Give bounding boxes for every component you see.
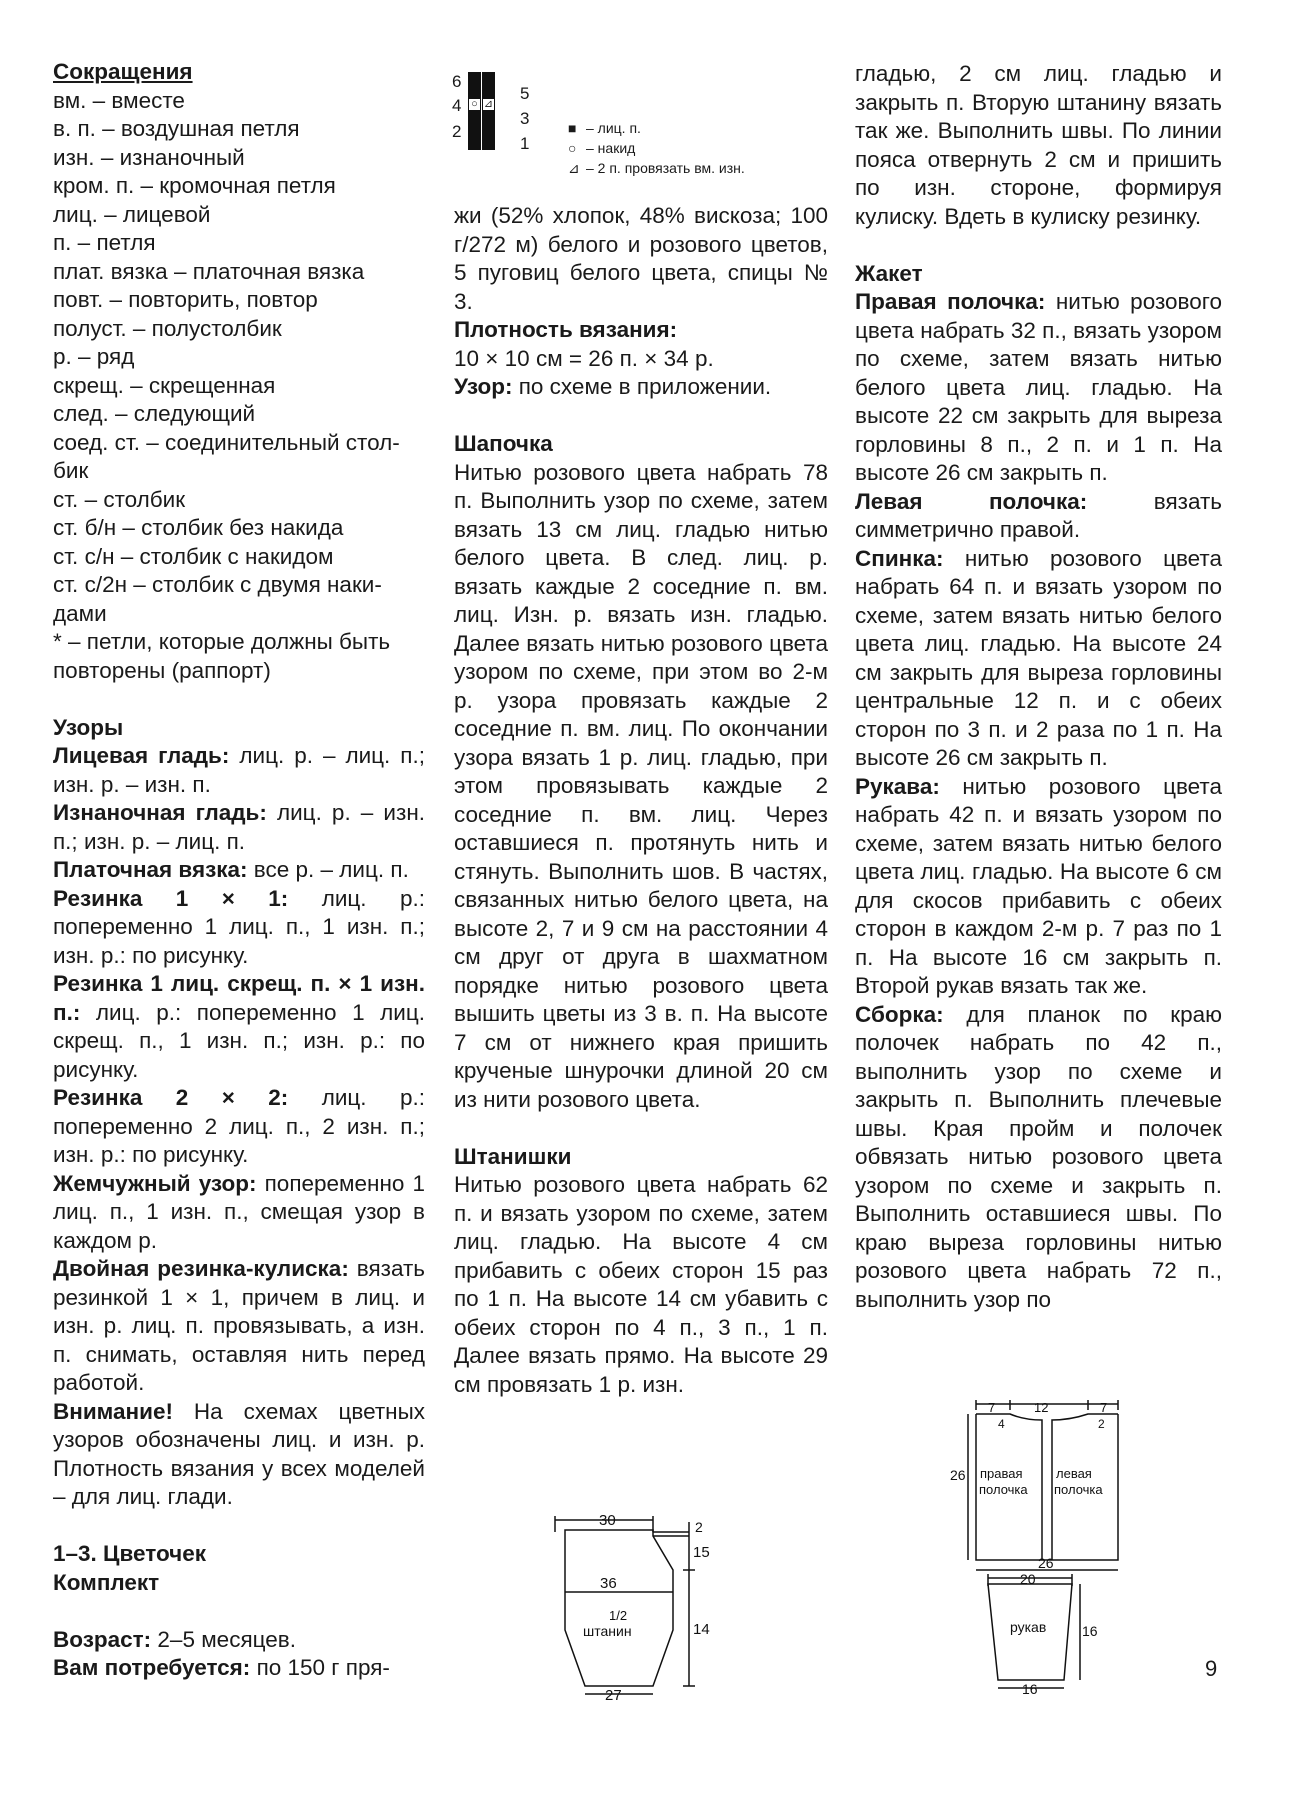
abbreviation-item: р. – ряд [53,344,135,369]
right-front-label-2: полочка [979,1482,1028,1497]
column-right [855,60,1222,1314]
abbreviation-item: соед. ст. – соединительный стол- [53,429,400,455]
left-front-label-2: полочка [1054,1482,1103,1497]
right-front-label: правая [980,1466,1023,1481]
column-left [53,58,425,1683]
pattern-stockinette: Лицевая гладь: лиц. р. – лиц. п.; изн. р. – изн. п. [53,743,425,797]
dim-top-right: 7 [1100,1400,1108,1415]
patterns-title: Узоры [53,714,124,740]
pattern-reverse-stockinette: Изнаночная гладь: лиц. р. – изн. п.; изн. р. – лиц. п. [53,800,425,854]
density-title: Плотность вязания: [454,317,678,342]
pattern-garter: Платочная вязка: все р. – лиц. п. [53,857,409,882]
pattern-rib-1x1: Резинка 1 × 1: лиц. р.: попеременно 1 лиц. п., 1 изн. п.; изн. р.: по рисунку. [53,885,425,968]
density-value: 10 × 10 см = 26 п. × 34 р. [454,345,714,371]
pants-title: Штанишки [454,1143,572,1169]
dim-sleeve-top: 20 [1020,1571,1036,1587]
chart-cell-knit [468,72,481,85]
abbreviation-item: ст. с/2н – столбик с двумя наки- [53,572,382,597]
age-line: Возраст: 2–5 месяцев. [53,1626,296,1652]
abbreviation-item: полуст. – полустолбик [53,315,282,341]
sleeves-text: Рукава: нитью розового цвета набрать 42 п. и вязать узором по схеме, затем вязать нитью белого цвета лиц. гладью. На высоте 6 см для скосов прибавить с обеих сторон в каждом 2-м р. 7 раз по 1 п. На высоте 16 см закрыть п. Второй рукав вязать так же. [855,773,1222,998]
materials-line: Вам потребуется: по 150 г пря- [53,1655,390,1680]
jacket-title: Жакет [855,260,923,286]
dim-sleeve-bottom: 16 [1022,1681,1038,1697]
model-subtitle: Комплект [53,1569,160,1595]
chart-row-label: 6 [452,72,462,91]
chart-legend [568,118,745,178]
abbreviation-item: вм. – вместе [53,87,185,113]
back-text: Спинка: нитью розового цвета набрать 64 п. и вязать узором по схеме, затем вязать нитью белого цвета лиц. гладью. На высоте 24 см закрыть для выреза горловины центральные 12 п. и с обеих сторон по 3 п. и 2 раза по 1 п. На высоте 26 см закрыть п. [855,545,1222,770]
dim-top-middle: 12 [1034,1400,1049,1415]
chart-row-label: 5 [520,84,530,103]
dim-top-left: 7 [988,1400,996,1415]
abbreviation-item: кром. п. – кромочная петля [53,173,336,198]
abbreviations-title: Сокращения [53,59,193,84]
abbreviation-item: след. – следующий [53,401,256,426]
dim-h2: 14 [693,1621,710,1638]
right-front-text: Правая полочка: нитью розового цвета набрать 32 п., вязать узором по схеме, затем вязать нитью белого цвета лиц. гладью. На высоте 22 см закрыть для выреза горловины 8 п., 2 п. и 1 п. На высоте 26 см закрыть п. [855,289,1222,485]
pants-schematic [555,1510,715,1704]
dim-half: 1/2 [609,1608,628,1623]
dim-sleeve-height: 16 [1082,1623,1098,1639]
abbreviation-item: плат. вязка – платочная вязка [53,258,365,284]
pattern-twisted-rib: Резинка 1 лиц. скрещ. п. × 1 изн. п.: лиц. р.: попеременно 1 лиц. скрещ. п., 1 изн. п.; изн. р.: по рисунку. [53,971,425,1082]
abbreviation-item: бик [53,458,89,483]
chart-cell-knit [482,111,495,124]
knit-stitch-icon: ■ [568,120,577,136]
hat-title: Шапочка [454,431,553,456]
dim-h1: 15 [693,1544,710,1561]
chart-cell-knit [482,137,495,150]
chart-row-label: 1 [520,134,530,153]
abbreviations-list [53,87,425,686]
chart-cell-yarn-over: ○ [468,98,481,111]
chart-cell-knit [468,85,481,98]
attention-note: Внимание! На схемах цветных узоров обозначены лиц. и изн. р. Плотность вязания у всех моделей – для лиц. глади. [53,1398,425,1509]
pattern-line: Узор: по схеме в приложении. [454,374,772,399]
abbreviation-item: * – петли, которые должны быть [53,629,391,654]
dim-waist: 2 [695,1519,703,1535]
chart-cell-knit [468,111,481,124]
abbreviation-item: ст. с/н – столбик с накидом [53,543,334,569]
chart-row-label: 3 [520,109,530,128]
dim-height: 26 [950,1467,966,1483]
abbreviation-item: п. – петля [53,230,156,255]
abbreviation-item: скрещ. – скрещенная [53,372,276,398]
sleeve-label: рукав [1010,1619,1047,1635]
abbreviation-item: в. п. – воздушная петля [53,116,300,141]
legend-item: ○ – накид [568,140,636,156]
chart-cell-decrease: ⊿ [483,98,494,110]
dim-top: 30 [599,1512,616,1529]
left-front-text: Левая полочка: вязать симметрично правой. [855,488,1223,542]
abbreviation-item: ст. – столбик [53,486,186,512]
pattern-seed: Жемчужный узор: попеременно 1 лиц. п., 1 изн. п., смещая узор в каждом р. [53,1170,425,1253]
chart-cell-knit [468,124,481,137]
dim-neck-left: 4 [998,1417,1005,1431]
assembly-text: Сборка: для планок по краю полочек набрать по 42 п., выполнить узор по схеме и закрыть п. Выполнить плечевые швы. Края пройм и полочек обвязать нитью розового цвета узором по схеме и закрыть п. Выполнить оставшиеся швы. По краю выреза горловины нитью розового цвета набрать 72 п., выполнить узор по [855,1001,1222,1312]
abbreviation-item: ст. б/н – столбик без накида [53,515,344,540]
pants-label: штанин [583,1623,632,1639]
yarn-over-icon: ○ [568,140,577,156]
yarn-text: жи (52% хлопок, 48% вискоза; 100 г/272 м) белого и розового цветов, 5 пуговиц белого цвета, спицы № 3. [454,203,828,314]
pattern-double-rib: Двойная резинка-кулиска: вязать резинкой 1 × 1, причем в лиц. и изн. р. лиц. п. провязывать, а изн. п. снимать, оставляя нить перед работой. [53,1256,426,1395]
abbreviation-item: изн. – изнаночный [53,144,245,170]
abbreviation-item: повт. – повторить, повтор [53,287,318,312]
legend-item: ⊿ – 2 п. провязать вм. изн. [568,160,745,176]
abbreviation-item: повторены (раппорт) [53,657,271,683]
pants-text: Нитью розового цвета набрать 62 п. и вязать узором по схеме, затем лиц. гладью. На высоте 4 см прибавить с обеих сторон 15 раз по 1 п. На высоте 14 см убавить с обеих сторон по 4 п., 3 п., 1 п. Далее вязать прямо. На высоте 29 см провязать 1 р. изн. [454,1172,828,1397]
abbreviation-item: лиц. – лицевой [53,201,211,227]
legend-item: ■ – лиц. п. [568,120,641,136]
dim-width: 26 [1038,1555,1054,1571]
chart-cell-knit [482,85,495,98]
dim-bottom: 27 [605,1687,622,1704]
pants-continued-text: гладью, 2 см лиц. гладью и закрыть п. Вторую штанину вязать так же. Выполнить швы. По линии пояса отвернуть 2 см и пришить по изн. стороне, формируя кулиску. Вдеть в кулиску резинку. [855,61,1222,229]
hat-text: Нитью розового цвета набрать 78 п. Выполнить узор по схеме, затем вязать 13 см лиц. гладью нитью белого цвета. В след. лиц. р. вязать каждые 2 соседние п. вм. лиц. Изн. р. вязать изн. гладью. Далее вязать нитью розового цвета узором по схеме, при этом во 2-м р. узора провязать каждые 2 соседние п. вм. лиц. По окончании узора вязать 1 р. лиц. гладью, при этом провязывать каждые 2 соседние п. вм. лиц. Через оставшиеся п. протянуть нить и стянуть. Выполнить шов. В частях, связанных нитью белого цвета, на высоте 2, 7 и 9 см на расстоянии 4 см друг от друга в шахматном порядке нитью розового цвета вышить цветы из 3 в. п. На высоте 7 см от нижнего края пришить крученые шнурочки длиной 20 см из нити розового цвета. [454,459,828,1112]
chart-row-label: 2 [452,122,462,141]
dim-neck-right: 2 [1098,1417,1105,1431]
sleeve-schematic [980,1572,1100,1702]
model-title: 1–3. Цветочек [53,1541,206,1566]
chart-cell-knit [482,124,495,137]
chart-cell-knit [468,137,481,150]
left-front-label: левая [1056,1466,1092,1481]
chart-cell-knit [482,72,495,85]
purl-two-together-icon: ⊿ [568,160,580,176]
chart-row-label: 4 [452,96,462,115]
dim-mid: 36 [600,1575,617,1592]
page-number: 9 [1205,1656,1218,1681]
column-middle [454,202,828,1399]
pattern-rib-2x2: Резинка 2 × 2: лиц. р.: попеременно 2 лиц. п., 2 изн. п.; изн. р.: по рисунку. [53,1085,425,1167]
jacket-front-schematic [950,1398,1140,1571]
abbreviation-item: дами [53,600,107,626]
